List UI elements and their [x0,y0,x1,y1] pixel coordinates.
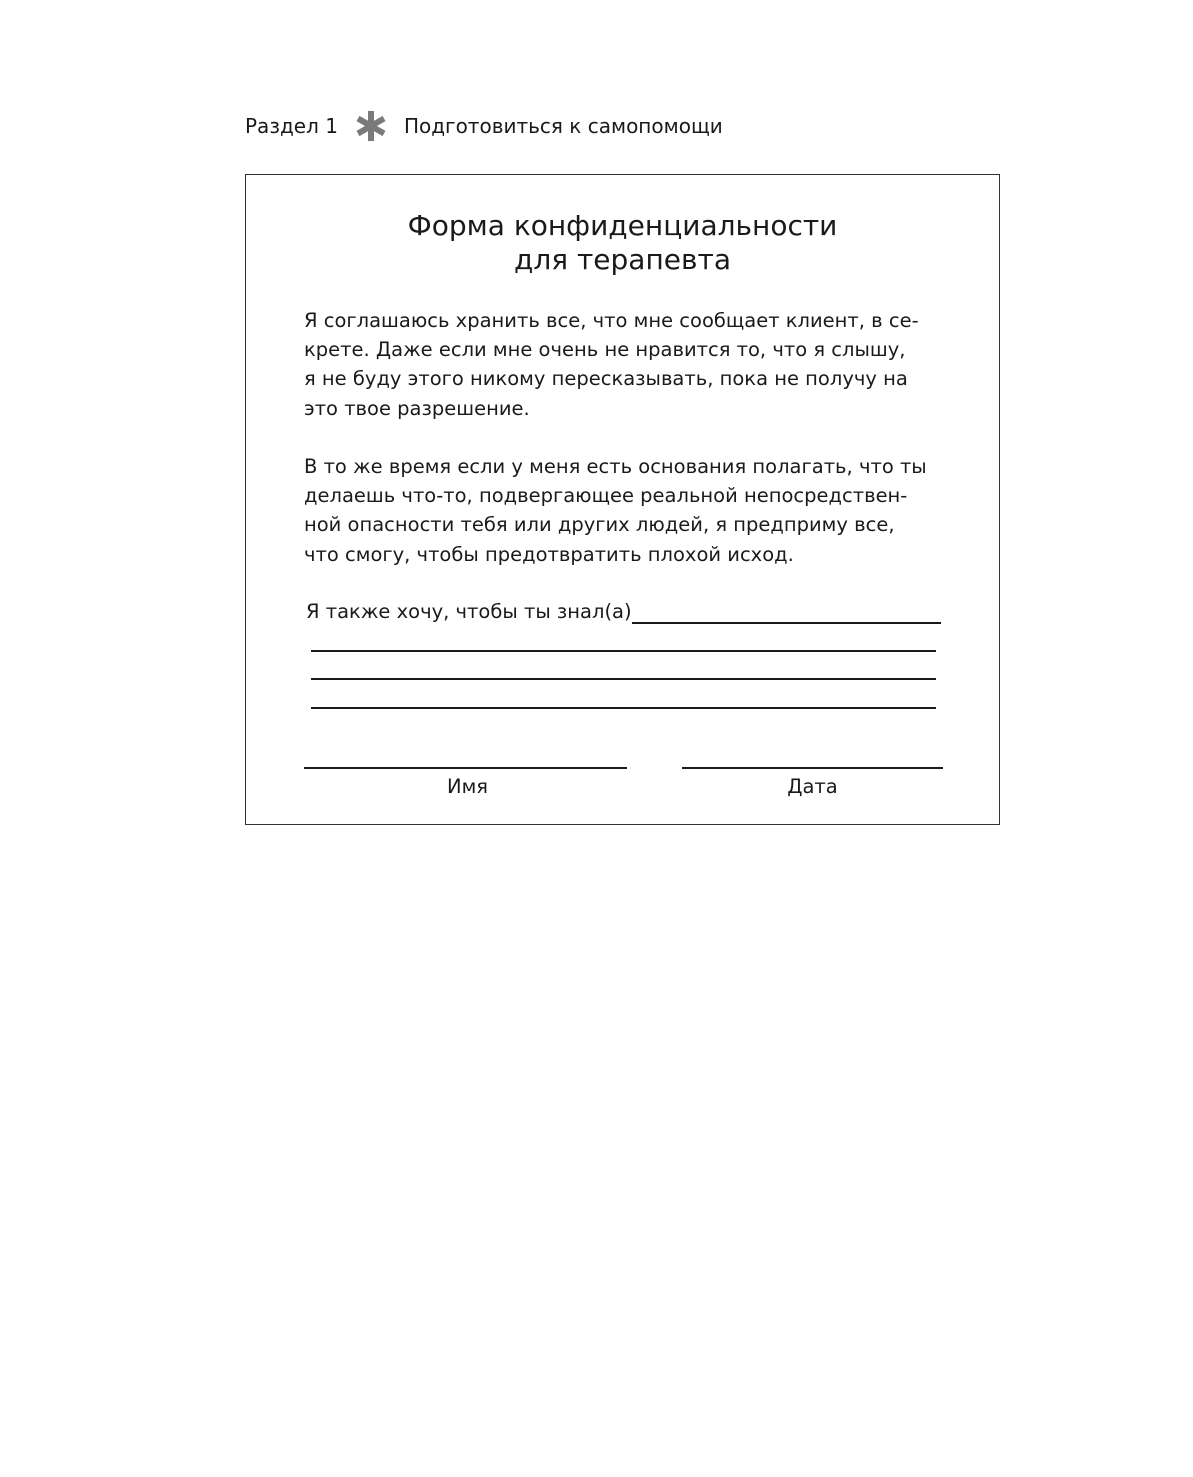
note-label: Я также хочу, чтобы ты знал(а) [306,600,632,623]
note-blank-line [311,678,936,680]
agreement-paragraph: Я соглашаюсь хранить все, что мне сообщает клиент, в се- крете. Даже если мне очень не нравится то, что я слышу, я не буду этого никому пересказывать, пока не получу на это твое разрешение. [304,309,919,420]
note-blank-line [632,622,941,624]
safety-paragraph: В то же время если у меня есть основания полагать, что ты делаешь что-то, подвергающее реальной непосредствен- ной опасности тебя или других людей, я предприму все, что смогу, чтобы предотвратить плохой исход. [304,455,927,566]
confidentiality-form [245,174,1000,825]
form-title [246,209,999,277]
section-label: Раздел 1 [245,114,338,138]
note-blank-line [311,707,936,709]
running-head [245,108,723,144]
date-signature-line [682,767,943,769]
form-title-line-2: для терапевта [514,243,731,276]
name-caption: Имя [446,775,489,798]
form-title-line-1: Форма конфиденциальности [407,209,838,242]
name-signature-line [304,767,627,769]
note-field [306,598,941,626]
chapter-title: Подготовиться к самопомощи [403,114,723,138]
note-blank-line [311,650,936,652]
date-caption: Дата [787,775,838,798]
asterisk-icon [354,109,388,143]
